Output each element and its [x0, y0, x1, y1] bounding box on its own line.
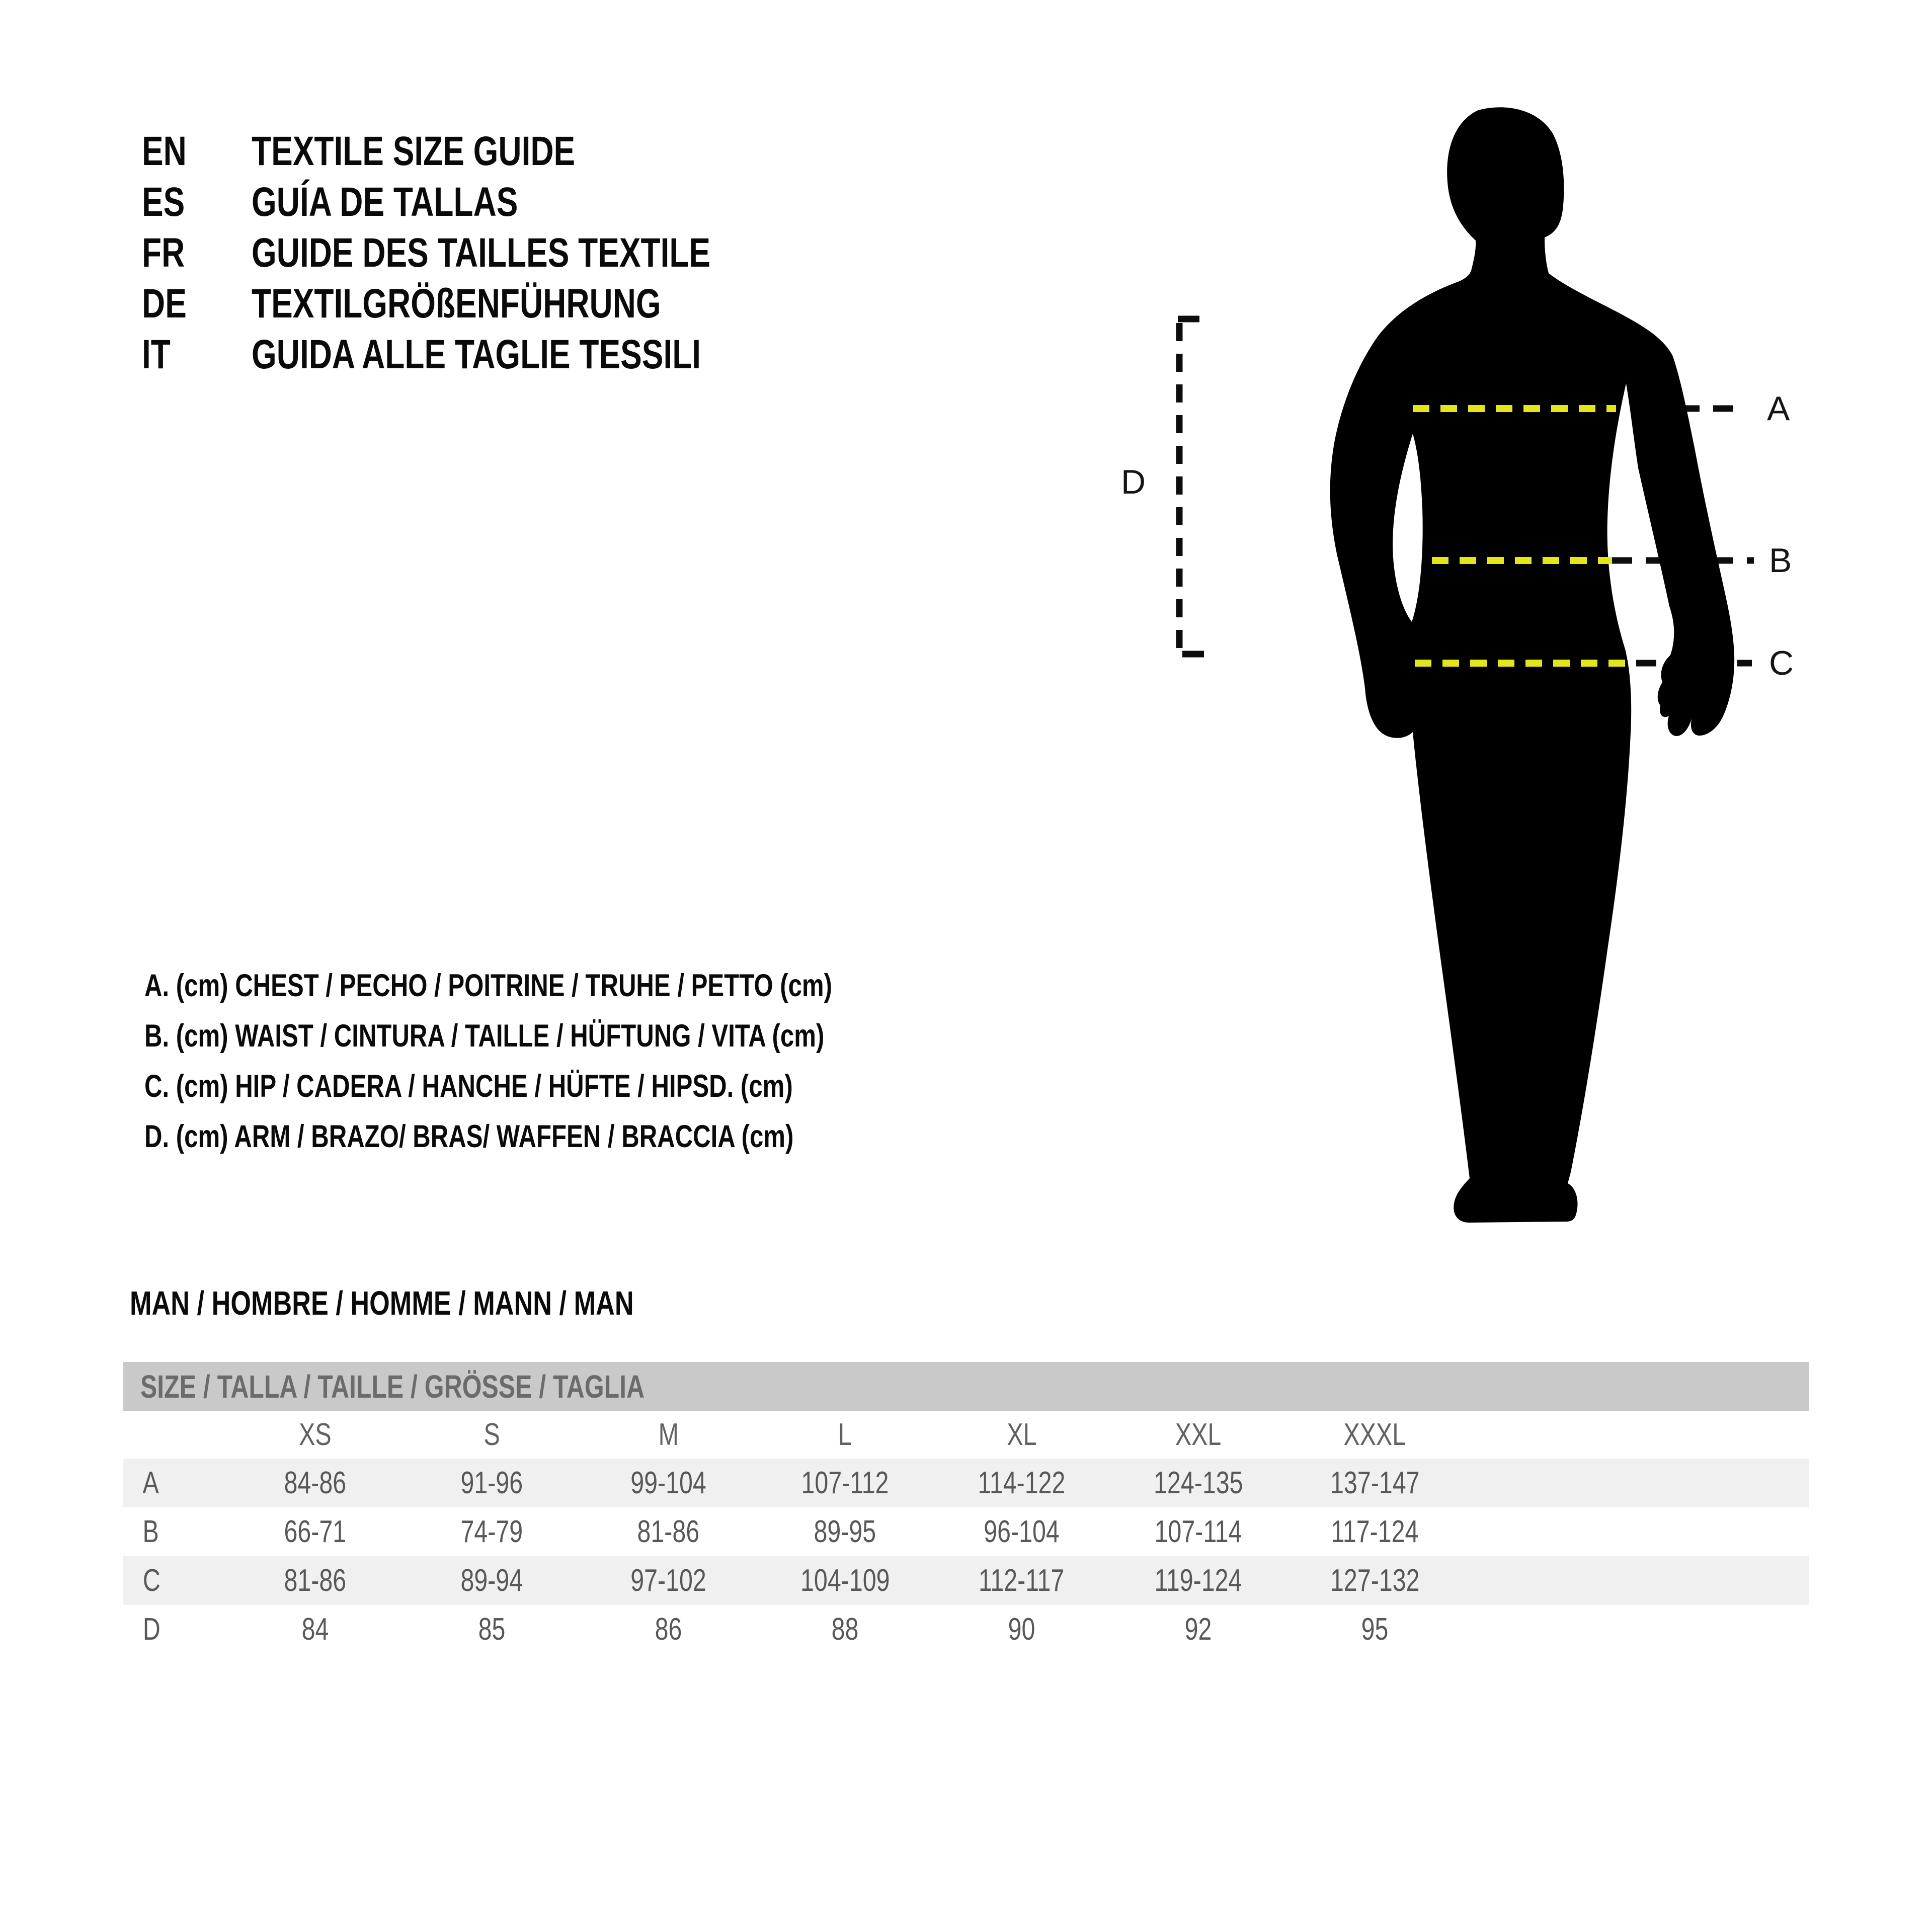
arm-length-line	[1178, 319, 1204, 654]
row-label: B	[142, 1514, 159, 1549]
label-waist: B	[1769, 541, 1792, 580]
table-cell: 99-104	[630, 1466, 706, 1500]
table-header-bar: SIZE / TALLA / TAILLE / GRÖSSE / TAGLIA	[123, 1362, 1809, 1411]
label-hip: C	[1769, 644, 1794, 682]
table-cell: 137-147	[1330, 1466, 1420, 1500]
language-code: FR	[142, 229, 185, 276]
column-header: XXXL	[1343, 1417, 1406, 1452]
row-label: D	[142, 1612, 160, 1647]
language-title: GUIDE DES TAILLES TEXTILE	[252, 229, 711, 276]
table-cell: 104-109	[800, 1563, 890, 1598]
label-arm: D	[1121, 463, 1146, 501]
column-header: XS	[299, 1417, 332, 1452]
table-cell: 89-95	[814, 1514, 876, 1549]
table-cell: 85	[478, 1612, 506, 1647]
table-cell: 107-112	[801, 1466, 889, 1500]
table-cell: 90	[1008, 1612, 1035, 1647]
table-cell: 91-96	[460, 1466, 523, 1500]
table-cell: 81-86	[637, 1514, 700, 1549]
table-cell: 117-124	[1331, 1514, 1419, 1549]
table-cell: 97-102	[630, 1563, 706, 1598]
table-cell: 74-79	[460, 1514, 523, 1549]
table-cell: 84-86	[284, 1466, 347, 1500]
table-cell: 124-135	[1153, 1466, 1243, 1500]
table-cell: 127-132	[1330, 1563, 1420, 1598]
language-code: DE	[142, 280, 187, 327]
table-cell: 107-114	[1154, 1514, 1242, 1549]
column-header: XL	[1006, 1417, 1037, 1452]
table-cell: 114-122	[978, 1466, 1066, 1500]
label-chest: A	[1767, 389, 1790, 428]
language-code: IT	[142, 331, 171, 377]
table-cell: 89-94	[460, 1563, 523, 1598]
table-row	[123, 1507, 1809, 1556]
column-header: S	[484, 1417, 500, 1452]
column-header: M	[658, 1417, 679, 1452]
measurement-item: B. (cm) WAIST / CINTURA / TAILLE / HÜFTUNG / VITA (cm)	[144, 1018, 825, 1054]
row-label: A	[142, 1466, 159, 1500]
table-row	[123, 1556, 1809, 1605]
table-cell: 81-86	[284, 1563, 347, 1598]
column-header: XXL	[1175, 1417, 1222, 1452]
measurement-item: D. (cm) ARM / BRAZO/ BRAS/ WAFFEN / BRACCIA (cm)	[144, 1119, 794, 1154]
table-column-headers	[123, 1411, 1809, 1459]
language-title: GUIDA ALLE TAGLIE TESSILI	[252, 331, 701, 377]
table-cell: 86	[655, 1612, 682, 1647]
table-row	[123, 1605, 1809, 1654]
table-cell: 96-104	[984, 1514, 1060, 1549]
language-title: GUÍA DE TALLAS	[252, 179, 518, 225]
table-row	[123, 1459, 1809, 1507]
measurement-item: A. (cm) CHEST / PECHO / POITRINE / TRUHE / PETTO (cm)	[144, 968, 832, 1003]
table-cell: 112-117	[979, 1563, 1065, 1598]
table-cell: 92	[1184, 1612, 1212, 1647]
section-heading-man: MAN / HOMBRE / HOMME / MANN / MAN	[130, 1284, 634, 1322]
table-cell: 95	[1361, 1612, 1389, 1647]
table-cell: 84	[301, 1612, 329, 1647]
size-table	[123, 1362, 1809, 1654]
column-header: L	[838, 1417, 852, 1452]
table-cell: 66-71	[284, 1514, 347, 1549]
row-label: C	[142, 1563, 160, 1598]
table-cell: 88	[831, 1612, 859, 1647]
language-title: TEXTILGRÖßENFÜHRUNG	[252, 280, 661, 327]
language-code: ES	[142, 179, 185, 225]
language-title: TEXTILE SIZE GUIDE	[252, 128, 576, 174]
language-code: EN	[142, 128, 187, 174]
measurement-legend	[144, 960, 1026, 1162]
table-cell: 119-124	[1154, 1563, 1242, 1598]
measurement-item: C. (cm) HIP / CADERA / HANCHE / HÜFTE / HIPSD. (cm)	[144, 1069, 793, 1104]
